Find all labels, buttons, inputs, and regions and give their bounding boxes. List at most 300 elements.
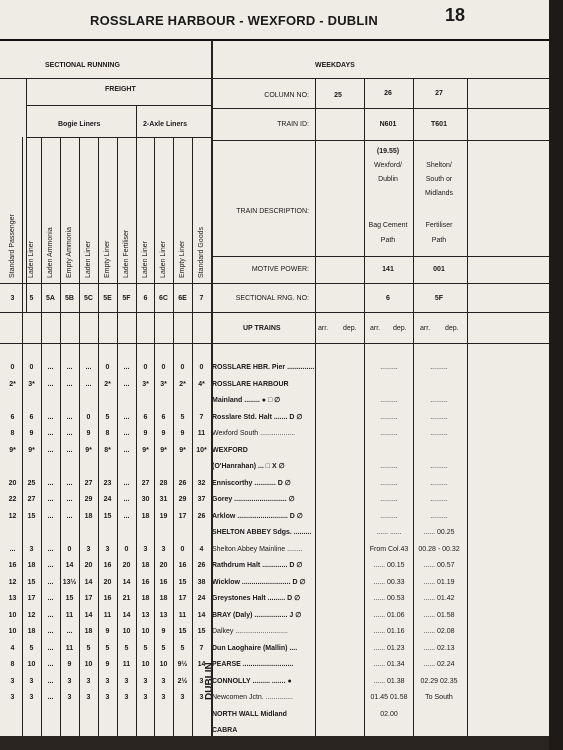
- col27-dep: dep.: [445, 325, 459, 332]
- station-name: ROSSLARE HARBOUR: [212, 380, 289, 388]
- running-time-cell: 9*: [28, 446, 35, 454]
- running-time-cell: 15: [103, 512, 112, 520]
- col26-time-cell: .........: [380, 463, 398, 470]
- running-time-cell: 11: [65, 644, 74, 652]
- col26-no: 26: [384, 90, 392, 97]
- station-name: Rosslare Std. Halt ....... D ∅: [212, 413, 303, 421]
- rule-freight: [26, 105, 211, 106]
- running-time-cell: ...: [47, 628, 54, 635]
- grid-line: [136, 312, 137, 736]
- column-header-3: Empty Ammonia: [66, 227, 73, 278]
- running-time-cell: 2*: [104, 380, 111, 388]
- column-code-2: 5A: [46, 295, 55, 302]
- running-time-cell: 3: [10, 677, 15, 685]
- running-time-cell: ...: [47, 595, 54, 602]
- col25-dep: dep.: [343, 325, 357, 332]
- column-header-8: Laden Liner: [160, 241, 167, 278]
- station-name: WEXFORD: [212, 446, 248, 454]
- running-time-cell: ...: [47, 611, 54, 619]
- running-time-cell: 3: [143, 694, 148, 701]
- running-time-cell: 5: [105, 644, 110, 652]
- running-time-cell: 16: [103, 595, 112, 602]
- running-time-cell: ...: [123, 496, 130, 503]
- running-time-cell: ...: [123, 430, 130, 437]
- column-code-6: 5F: [122, 295, 131, 302]
- sectional-running-title: SECTIONAL RUNNING: [45, 62, 120, 69]
- station-name: Shelton Abbey Mainline ........: [212, 545, 303, 553]
- running-time-cell: 23: [103, 479, 112, 487]
- running-time-cell: 0: [124, 545, 129, 553]
- running-time-cell: ...: [47, 430, 54, 437]
- running-time-cell: ...: [66, 413, 73, 421]
- running-time-cell: 10: [27, 661, 36, 668]
- running-time-cell: 3: [199, 694, 204, 701]
- running-time-cell: 0: [143, 364, 148, 371]
- col27-time-cell: ...... 01.19: [423, 578, 455, 586]
- running-time-cell: 12: [8, 578, 17, 586]
- col26-time-cell: ...... 01.16: [373, 628, 405, 635]
- label-train-id: TRAIN ID:: [277, 121, 309, 128]
- column-code-4: 5C: [84, 295, 93, 302]
- running-time-cell: 27: [141, 479, 150, 487]
- running-time-cell: ...: [47, 562, 54, 569]
- col27-time-cell: ...... 02.08: [423, 628, 455, 635]
- col26-sectional-rng: 6: [386, 295, 390, 302]
- column-code-5: 5E: [103, 295, 112, 302]
- col26-arr: arr.: [370, 325, 381, 332]
- running-time-cell: 24: [197, 595, 206, 602]
- running-time-cell: 26: [197, 512, 206, 520]
- running-time-cell: 3: [180, 694, 185, 701]
- col27-time-cell: .........: [430, 413, 448, 421]
- running-time-cell: 20: [8, 479, 17, 487]
- group-bogie-liners: Bogie Liners: [58, 121, 101, 128]
- running-time-cell: 2*: [9, 380, 16, 388]
- running-time-cell: ...: [123, 413, 130, 421]
- col27-desc-1: Shelton/: [426, 162, 452, 169]
- column-header-1: Laden Liner: [28, 241, 35, 278]
- station-name: ROSSLARE HBR. Pier ..............: [212, 364, 315, 371]
- running-time-cell: 2*: [179, 380, 186, 388]
- running-time-cell: 0: [180, 545, 185, 553]
- running-time-cell: 11: [178, 611, 187, 619]
- label-motive-power: MOTIVE POWER:: [251, 266, 309, 273]
- grid-line: [60, 312, 61, 736]
- running-time-cell: 16: [178, 562, 187, 569]
- running-time-cell: ...: [47, 479, 54, 487]
- running-time-cell: 3: [29, 677, 34, 685]
- rule-colno: [211, 108, 549, 109]
- running-time-cell: ...: [123, 512, 130, 520]
- running-time-cell: 6: [161, 413, 166, 421]
- running-time-cell: 16: [103, 562, 112, 569]
- col26-desc-3: Dublin: [378, 176, 398, 183]
- running-time-cell: 3: [124, 677, 129, 685]
- running-time-cell: 3: [105, 677, 110, 685]
- running-time-cell: 18: [27, 628, 36, 635]
- running-time-cell: 5: [143, 644, 148, 652]
- dublin-vertical-label: DUBLIN: [204, 662, 215, 700]
- running-time-cell: 14: [65, 562, 74, 569]
- running-time-cell: 4: [199, 545, 204, 553]
- column-code-10: 7: [199, 295, 204, 302]
- running-time-cell: 14: [84, 611, 93, 619]
- col27-time-cell: ...... 02.13: [423, 644, 455, 652]
- running-time-cell: 3: [161, 694, 166, 701]
- column-code-1: 5: [29, 295, 34, 302]
- rule-desc: [211, 256, 549, 257]
- running-time-cell: 20: [84, 562, 93, 569]
- running-time-cell: 3*: [142, 380, 149, 388]
- running-time-cell: ...: [123, 380, 130, 388]
- station-name: BRAY (Daly) ................. J ∅: [212, 611, 302, 619]
- col26-time-cell: 01.45 01.58: [370, 694, 408, 701]
- col27-time-cell: .........: [430, 463, 448, 470]
- grid-line: [467, 78, 468, 736]
- running-time-cell: 10: [159, 661, 168, 668]
- running-time-cell: 9: [67, 661, 72, 668]
- header-rule: [0, 39, 549, 41]
- grid-line: [192, 312, 193, 736]
- running-time-cell: 5: [105, 413, 110, 421]
- col27-time-cell: .........: [430, 512, 448, 520]
- running-time-cell: 15: [178, 628, 187, 635]
- running-time-cell: 16: [159, 578, 168, 586]
- running-time-cell: 16: [141, 578, 150, 586]
- running-time-cell: 3: [86, 545, 91, 553]
- col26-motive-power: 141: [382, 266, 394, 273]
- grid-line: [413, 78, 414, 736]
- station-name: Wicklow ......................... D ∅: [212, 578, 306, 586]
- col26-time-cell: .........: [380, 496, 398, 503]
- running-time-cell: 19: [159, 512, 168, 520]
- running-time-cell: ...: [66, 430, 73, 437]
- running-time-cell: 18: [84, 628, 93, 635]
- col27-time-cell: ...... 00.25: [423, 529, 455, 536]
- col27-no: 27: [435, 90, 443, 97]
- grid-line: [173, 137, 174, 312]
- running-time-cell: 11: [65, 611, 74, 619]
- page-edge-shadow: [549, 0, 563, 750]
- running-time-cell: 20: [122, 562, 131, 569]
- running-time-cell: 9: [29, 430, 34, 437]
- col26-time-cell: .........: [380, 413, 398, 421]
- col26-dep: dep.: [393, 325, 407, 332]
- running-time-cell: 15: [65, 595, 74, 602]
- col27-arr: arr.: [420, 325, 431, 332]
- col27-path-1: Fertiliser: [425, 222, 453, 229]
- running-time-cell: 20: [103, 578, 112, 586]
- col25-no: 25: [334, 92, 342, 99]
- running-time-cell: 9: [143, 430, 148, 437]
- column-header-5: Empty Liner: [104, 240, 111, 278]
- column-header-6: Laden Fertiliser: [123, 229, 130, 278]
- station-name: Wexford South ..................: [212, 430, 296, 437]
- col26-time-cell: ...... 00.15: [373, 562, 405, 569]
- col27-time-cell: ...... 02.24: [423, 661, 455, 668]
- running-time-cell: ...: [123, 364, 130, 371]
- col27-time-cell: .........: [430, 397, 448, 404]
- running-time-cell: 14: [122, 611, 131, 619]
- col26-time-cell: ...... 00.33: [373, 578, 405, 586]
- running-time-cell: 0: [199, 364, 204, 371]
- station-name: Mainland ........ ● □ ∅: [212, 397, 281, 404]
- running-time-cell: ...: [47, 496, 54, 503]
- grid-line: [41, 137, 42, 312]
- grid-line: [136, 105, 137, 312]
- running-time-cell: 0: [10, 364, 15, 371]
- running-time-cell: 9: [105, 661, 110, 668]
- running-time-cell: 8: [105, 430, 110, 437]
- running-time-cell: 14: [197, 661, 206, 668]
- running-time-cell: 13: [141, 611, 150, 619]
- running-time-cell: 32: [197, 479, 206, 487]
- running-time-cell: 3: [199, 677, 204, 685]
- running-time-cell: 13: [8, 595, 17, 602]
- col25-arr: arr.: [318, 325, 329, 332]
- col26-time-cell: 02.00: [380, 710, 398, 718]
- running-time-cell: 24: [103, 496, 112, 503]
- running-time-cell: ...: [47, 413, 54, 421]
- running-time-cell: 16: [8, 562, 17, 569]
- running-time-cell: 8: [10, 430, 15, 437]
- running-time-cell: 3: [86, 677, 91, 685]
- col27-time-cell: ...... 01.42: [423, 595, 455, 602]
- running-time-cell: 3: [143, 677, 148, 685]
- running-time-cell: 5: [161, 644, 166, 652]
- running-time-cell: 14: [197, 611, 206, 619]
- running-time-cell: ...: [123, 446, 130, 454]
- col26-time-cell: ...... ......: [376, 529, 402, 536]
- running-time-cell: 0: [29, 364, 34, 371]
- running-time-cell: 3: [161, 545, 166, 553]
- col26-desc-2: Wexford/: [374, 162, 402, 169]
- grid-line: [98, 312, 99, 736]
- running-time-cell: 9*: [142, 446, 149, 454]
- grid-line: [41, 312, 42, 736]
- station-name: Arklow .......................... D ∅: [212, 512, 303, 520]
- running-time-cell: 26: [197, 562, 206, 569]
- running-time-cell: 14: [84, 578, 93, 586]
- running-time-cell: 30: [141, 496, 150, 503]
- running-time-cell: 14: [122, 578, 131, 586]
- running-time-cell: 3: [67, 677, 72, 685]
- rule-trainid: [211, 140, 549, 141]
- running-time-cell: 18: [84, 512, 93, 520]
- running-time-cell: 3: [143, 545, 148, 553]
- running-time-cell: 0: [180, 364, 185, 371]
- running-time-cell: 8: [10, 661, 15, 668]
- col26-time-cell: .........: [380, 430, 398, 437]
- column-header-0: Standard Passenger: [9, 214, 16, 278]
- running-time-cell: 6: [143, 413, 148, 421]
- running-time-cell: 0: [67, 545, 72, 553]
- running-time-cell: 3: [29, 545, 34, 553]
- col27-time-cell: .........: [430, 479, 448, 487]
- running-time-cell: 5: [180, 644, 185, 652]
- running-time-cell: 2½: [177, 677, 188, 685]
- col27-time-cell: ...... 01.58: [423, 611, 455, 619]
- running-time-cell: 10*: [196, 446, 207, 454]
- col27-time-cell: .........: [430, 496, 448, 503]
- col27-time-cell: 02.29 02.35: [420, 677, 458, 685]
- label-train-desc: TRAIN DESCRIPTION:: [236, 208, 309, 215]
- column-code-8: 6C: [159, 295, 168, 302]
- running-time-cell: 18: [141, 595, 150, 602]
- running-time-cell: 7: [199, 413, 204, 421]
- running-time-cell: 27: [84, 479, 93, 487]
- running-time-cell: 7: [199, 644, 204, 652]
- group-2axle-liners: 2-Axle Liners: [143, 121, 187, 128]
- col27-sectional-rng: 5F: [434, 295, 444, 302]
- running-time-cell: 18: [141, 562, 150, 569]
- running-time-cell: 17: [178, 595, 187, 602]
- running-time-cell: 10: [8, 611, 17, 619]
- running-time-cell: 15: [197, 628, 206, 635]
- running-time-cell: 5: [124, 644, 129, 652]
- running-time-cell: 10: [122, 628, 131, 635]
- desk-background: [0, 736, 549, 750]
- running-time-cell: 3: [86, 694, 91, 701]
- running-time-cell: 5: [29, 644, 34, 652]
- running-time-cell: ...: [47, 578, 54, 586]
- running-time-cell: ...: [85, 380, 92, 388]
- running-time-cell: 9: [161, 628, 166, 635]
- running-time-cell: 0: [105, 364, 110, 371]
- col26-path-2: Path: [380, 237, 396, 244]
- running-time-cell: 12: [27, 611, 36, 619]
- up-trains-label: UP TRAINS: [243, 325, 281, 332]
- running-time-cell: 13: [159, 611, 168, 619]
- running-time-cell: 27: [27, 496, 36, 503]
- running-time-cell: 29: [178, 496, 187, 503]
- grid-line: [117, 312, 118, 736]
- grid-line: [173, 312, 174, 736]
- grid-line: [117, 137, 118, 312]
- weekdays-title: WEEKDAYS: [315, 62, 355, 69]
- running-time-cell: 31: [159, 496, 168, 503]
- col27-motive-power: 001: [433, 266, 445, 273]
- col26-time-cell: ...... 00.53: [373, 595, 405, 602]
- col27-desc-2: South or: [425, 176, 453, 183]
- running-time-cell: 4*: [198, 380, 205, 388]
- grid-line: [79, 312, 80, 736]
- station-name: Greystones Halt ......... D ∅: [212, 595, 301, 602]
- running-time-cell: 3*: [160, 380, 167, 388]
- col26-time-cell: .........: [380, 512, 398, 520]
- running-time-cell: 18: [141, 512, 150, 520]
- running-time-cell: 15: [27, 512, 36, 520]
- running-time-cell: 9*: [9, 446, 16, 454]
- station-name: (O'Hanrahan) ... □ X ∅: [212, 463, 285, 470]
- page-number: 18: [445, 5, 466, 25]
- station-name: SHELTON ABBEY Sdgs. .........: [212, 529, 312, 536]
- station-name: Dalkey ...........................: [212, 628, 288, 635]
- running-time-cell: 3: [67, 694, 72, 701]
- running-time-cell: 3: [105, 545, 110, 553]
- running-time-cell: 18: [27, 562, 36, 569]
- running-time-cell: 13½: [62, 578, 77, 586]
- running-time-cell: 26: [178, 479, 187, 487]
- running-time-cell: 10: [8, 628, 17, 635]
- running-time-cell: 12: [8, 512, 17, 520]
- grid-line: [98, 137, 99, 312]
- running-time-cell: 3: [105, 694, 110, 701]
- col26-time-cell: ...... 01.38: [373, 677, 405, 685]
- running-time-cell: 20: [159, 562, 168, 569]
- running-time-cell: ...: [9, 545, 16, 553]
- running-time-cell: ...: [66, 628, 73, 635]
- station-name: CABRA: [212, 727, 238, 734]
- col26-time-cell: .........: [380, 479, 398, 487]
- col27-desc-3: Midlands: [424, 190, 453, 197]
- running-time-cell: 21: [122, 595, 131, 602]
- col27-train-id: T601: [431, 121, 447, 128]
- running-time-cell: ...: [47, 644, 54, 652]
- running-time-cell: 11: [197, 430, 206, 437]
- station-name: PEARSE ..........................: [212, 661, 294, 668]
- running-time-cell: 9: [180, 430, 185, 437]
- running-time-cell: ...: [47, 446, 54, 454]
- running-time-cell: ...: [47, 677, 54, 685]
- running-time-cell: 3*: [28, 380, 35, 388]
- col27-time-cell: .........: [430, 364, 448, 371]
- running-time-cell: 0: [161, 364, 166, 371]
- running-time-cell: ...: [66, 446, 73, 454]
- running-time-cell: 9: [161, 430, 166, 437]
- running-time-cell: 37: [197, 496, 206, 503]
- grid-line: [154, 312, 155, 736]
- running-time-cell: 3: [124, 694, 129, 701]
- column-header-4: Laden Liner: [85, 241, 92, 278]
- running-time-cell: ...: [47, 694, 54, 701]
- running-time-cell: 17: [27, 595, 36, 602]
- column-code-7: 6: [143, 295, 148, 302]
- running-time-cell: 9½: [177, 661, 188, 668]
- running-time-cell: ...: [66, 496, 73, 503]
- running-time-cell: ...: [47, 364, 54, 371]
- station-name: Enniscorthy ........... D ∅: [212, 479, 291, 487]
- label-sectional-rng: SECTIONAL RNG. NO:: [235, 295, 309, 302]
- col26-path-1: Bag Cement: [368, 222, 408, 229]
- running-time-cell: ...: [47, 661, 54, 668]
- column-code-9: 6E: [178, 295, 187, 302]
- running-time-cell: 10: [141, 628, 150, 635]
- col26-train-id: N601: [379, 121, 397, 128]
- column-code-0: 3: [10, 295, 15, 302]
- running-time-cell: 6: [10, 413, 15, 421]
- station-name: Gorey ........................... ∅: [212, 496, 295, 503]
- running-time-cell: 15: [27, 578, 36, 586]
- running-time-cell: ...: [85, 364, 92, 371]
- grid-line: [154, 137, 155, 312]
- grid-line: [192, 137, 193, 312]
- running-time-cell: 29: [84, 496, 93, 503]
- running-time-cell: 6: [29, 413, 34, 421]
- running-time-cell: 3: [29, 694, 34, 701]
- grid-line: [26, 78, 27, 312]
- running-time-cell: 5: [180, 413, 185, 421]
- col26-time-cell: ...... 01.34: [373, 661, 405, 668]
- freight-title: FREIGHT: [105, 86, 136, 93]
- column-header-2: Laden Ammonia: [47, 227, 54, 278]
- running-time-cell: 15: [178, 578, 187, 586]
- col26-time-cell: From Col.43: [369, 545, 409, 553]
- running-time-cell: 38: [197, 578, 206, 586]
- running-time-cell: ...: [47, 512, 54, 520]
- running-time-cell: 28: [159, 479, 168, 487]
- running-time-cell: 25: [27, 479, 36, 487]
